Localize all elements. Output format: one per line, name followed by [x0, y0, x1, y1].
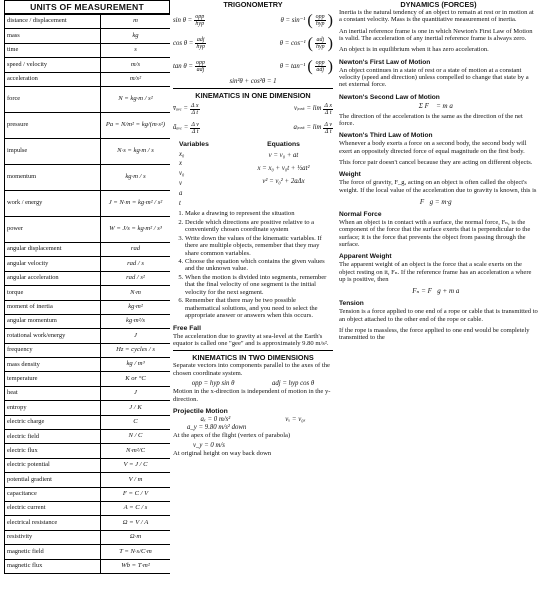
kinematics-1d-title: KINEMATICS IN ONE DIMENSION — [195, 90, 311, 100]
massless-rope-text: If the rope is massless, the force applied to one end would be completely transmitted to the — [339, 326, 530, 342]
kinematic-variable: a — [179, 189, 183, 197]
quantity-cell: impulse — [5, 138, 101, 164]
quantity-cell: resistivity — [5, 530, 101, 544]
units-row — [5, 444, 171, 458]
units-row — [5, 286, 171, 300]
kinematics-2d-title: KINEMATICS IN TWO DIMENSIONS — [192, 353, 314, 363]
unit-cell: A = C / s — [101, 501, 171, 515]
unit-cell: Wb = T·m² — [101, 559, 171, 573]
step-item: 1. Make a drawing to represent the situation — [185, 210, 333, 217]
tan-label: tan θ = — [173, 62, 194, 70]
kinematic-variable: x — [179, 160, 183, 168]
units-row — [5, 415, 171, 429]
units-row — [5, 458, 171, 472]
unit-cell: V = J / C — [101, 458, 171, 472]
unit-cell: Pa = N/m² = kg/(m·s²) — [101, 112, 171, 138]
unit-cell: T = N·s/C·m — [101, 545, 171, 559]
quantity-cell: rotational work/energy — [5, 329, 101, 343]
second-law-heading: Newton's Second Law of Motion — [339, 93, 440, 101]
dynamics-title: DYNAMICS (FORCES) — [400, 0, 477, 9]
step-item: 5. When the motion is divided into segments, remember that the final velocity of one segment is the initial velocity for the next segment. — [185, 274, 333, 296]
unit-cell: kg / m³ — [101, 358, 171, 372]
quantity-cell: electric flux — [5, 444, 101, 458]
unit-cell: N·m²/C — [101, 444, 171, 458]
quantity-cell: electrical resistance — [5, 516, 101, 530]
units-row — [5, 559, 171, 573]
quantity-cell: entropy — [5, 401, 101, 415]
kinematic-equation: v = v₀ + at — [268, 151, 299, 159]
unit-cell: W = J/s = kg·m² / s³ — [101, 216, 171, 242]
unit-cell: kg — [101, 29, 171, 43]
step-item: 2. Decide which directions are positive relative to a conveniently chosen coordinate system — [185, 219, 333, 234]
acceleration-defs: āₐᵥₑ = $\frac{\text{Δ v}}{\text{Δ t}}$ aᵢₙₛₜ = lim $\frac{\text{Δ v}}{\text{Δ t}}$ — [173, 121, 332, 135]
equilibrium-text: An object is in equilibrium when it has zero acceleration. — [339, 46, 489, 54]
quantity-cell: force — [5, 86, 101, 112]
kinematics-column — [173, 0, 333, 599]
kinematic-variable: x₀ — [179, 150, 185, 158]
unit-cell: Ω = V / A — [101, 516, 171, 530]
units-row — [5, 216, 171, 242]
quantity-cell: electric potential — [5, 458, 101, 472]
apparent-weight-text: The apparent weight of an object is the force that a scale exerts on the object resting on it, Fₙ. If the reference frame has an acceleration a where up is positive, then — [339, 261, 532, 283]
unit-cell: N·s = kg·m / s — [101, 138, 171, 164]
quantity-cell: angular momentum — [5, 314, 101, 328]
cos-label: cos θ = — [173, 39, 194, 47]
free-fall-heading: Free Fall — [173, 324, 201, 332]
trig-title: TRIGONOMETRY — [223, 0, 283, 9]
unit-cell: C — [101, 415, 171, 429]
quantity-cell: electric field — [5, 430, 101, 444]
tension-text: Tension is a force applied to one end of a rope or cable that is transmitted to an object attached to the other end of the rope or cable. — [339, 308, 538, 323]
projectile-heading: Projectile Motion — [173, 407, 228, 415]
projectile-y: a_y = 9.80 m/s² down — [187, 423, 247, 431]
unit-cell: N / C — [101, 430, 171, 444]
first-law-heading: Newton's First Law of Motion — [339, 58, 431, 66]
quantity-cell: pressure — [5, 112, 101, 138]
unit-cell: kg·m / s — [101, 164, 171, 190]
unit-cell: kg·m² — [101, 300, 171, 314]
units-row — [5, 72, 171, 86]
kinematic-equation: x = x₀ + v₀t + ½at² — [257, 164, 310, 172]
units-row — [5, 86, 171, 112]
quantity-cell: angular velocity — [5, 257, 101, 271]
quantity-cell: electric charge — [5, 415, 101, 429]
unit-cell: J — [101, 329, 171, 343]
unit-cell: kg·m²/s — [101, 314, 171, 328]
kinematic-variable: v — [179, 180, 183, 187]
quantity-cell: capacitance — [5, 487, 101, 501]
units-row — [5, 358, 171, 372]
quantity-cell: angular acceleration — [5, 271, 101, 285]
step-item: 4. Choose the equation which contains the given values and the unknown value. — [185, 258, 333, 273]
quantity-cell: time — [5, 43, 101, 57]
kinematic-variable: t — [179, 199, 181, 207]
unit-cell: Ω·m — [101, 530, 171, 544]
quantity-cell: moment of inertia — [5, 300, 101, 314]
inertial-frame-text: An inertial reference frame is one in which Newton's First Law of Motion is valid. The acceleration of any inertial reference frame is always zero. — [339, 27, 533, 42]
inertia-text: Inertia is the natural tendency of an object to remain at rest or in motion at a constant velocity. Mass is the quantitative measurement of inertia. — [339, 9, 534, 24]
quantity-cell: electric current — [5, 501, 101, 515]
units-row — [5, 271, 171, 285]
apparent-weight-formula: Fₙ = F⃗g + m a⃗ — [412, 287, 465, 296]
units-row — [5, 473, 171, 487]
quantity-cell: frequency — [5, 343, 101, 357]
units-row — [5, 401, 171, 415]
quantity-cell: work / energy — [5, 190, 101, 216]
unit-cell: m — [101, 15, 171, 29]
projectile-x: aₓ = 0 m/s² vₓ = v₀ₓ — [200, 415, 306, 423]
original-height-text: At original height on way back down — [173, 449, 272, 457]
units-title: UNITS OF MEASUREMENT — [4, 0, 170, 14]
quantity-cell: potential gradient — [5, 473, 101, 487]
sin-label: sin θ = — [173, 16, 193, 24]
quantity-cell: heat — [5, 386, 101, 400]
units-column — [4, 0, 170, 599]
quantity-cell: angular displacement — [5, 242, 101, 256]
quantity-cell: acceleration — [5, 72, 101, 86]
units-row — [5, 343, 171, 357]
sin-fraction: $\frac{\text{opp}}{\text{hyp}}$ — [195, 14, 205, 27]
quantity-cell: torque — [5, 286, 101, 300]
tan-fraction: $\frac{\text{opp}}{\text{adj}}$ — [196, 60, 206, 73]
second-law-text: The direction of the acceleration is the same as the direction of the net force. — [339, 112, 523, 127]
apparent-weight-heading: Apparent Weight — [339, 253, 392, 261]
units-row — [5, 386, 171, 400]
kinematic-variable: v₀ — [179, 170, 185, 178]
step-item: 6. Remember that there may be two possible mathematical solutions, and you need to select the appropriate answer or answers when this occurs. — [185, 297, 333, 319]
units-row — [5, 372, 171, 386]
units-row — [5, 516, 171, 530]
unit-cell: J / K — [101, 401, 171, 415]
free-fall-text: The acceleration due to gravity at sea-level at the Earth's equator is called one "gee" and is approximately 9.80 m/s². — [173, 332, 329, 347]
kinematic-variables — [173, 140, 333, 209]
weight-text: The force of gravity, F_g, acting on an object is often called the object's weight. If the local value of the acceleration due to gravity is known, this is — [339, 179, 537, 194]
tension-heading: Tension — [339, 300, 364, 308]
units-row — [5, 430, 171, 444]
third-law-note: This force pair doesn't cancel because they are acting on different objects. — [339, 158, 533, 166]
units-row — [5, 257, 171, 271]
units-row — [5, 43, 171, 57]
trig-tan-row: tan θ = $\frac{\text{opp}}{\text{adj}}$ θ = tan⁻¹ ( $\frac{\text{opp}}{\text{adj}}$ ) — [173, 57, 333, 75]
units-row — [5, 164, 171, 190]
unit-cell: J — [101, 386, 171, 400]
units-row — [5, 190, 171, 216]
step-item: 3. Write down the values of the kinematic variables. If there are multiple objects, remember that they may share common variables. — [185, 235, 333, 257]
components-text: Separate vectors into components parallel to the axes of the chosen coordinate system. — [173, 362, 330, 377]
dynamics-column — [339, 0, 538, 599]
second-law-formula: Σ F⃗ = m a⃗ — [418, 101, 459, 110]
unit-cell: J = N·m = kg·m² / s² — [101, 190, 171, 216]
unit-cell: m/s — [101, 58, 171, 72]
first-law-text: An object continues in a state of rest or a state of motion at a constant velocity (speed and direction) unless compelled to change that state by a net external force. — [339, 66, 529, 89]
units-table — [4, 14, 170, 574]
arctan-label: θ = tan⁻¹ — [279, 62, 306, 70]
quantity-cell: momentum — [5, 164, 101, 190]
units-row — [5, 242, 171, 256]
unit-cell: N = kg·m / s² — [101, 86, 171, 112]
arcsin-label: θ = sin⁻¹ — [280, 16, 306, 24]
problem-solving-steps — [173, 210, 333, 319]
variables-heading: Variables — [179, 140, 209, 148]
unit-cell: N·m — [101, 286, 171, 300]
quantity-cell: magnetic field — [5, 545, 101, 559]
units-row — [5, 545, 171, 559]
unit-cell: K or °C — [101, 372, 171, 386]
quantity-cell: mass — [5, 29, 101, 43]
pythagorean-identity: sin²θ + cos²θ = 1 — [229, 78, 277, 85]
unit-cell: F = C / V — [101, 487, 171, 501]
quantity-cell: power — [5, 216, 101, 242]
units-row — [5, 329, 171, 343]
independence-text: Motion in the x-direction is independent of motion in the y-direction. — [173, 388, 331, 403]
apex-vy: v_y = 0 m/s — [193, 442, 225, 450]
unit-cell: m/s² — [101, 72, 171, 86]
arccos-label: θ = cos⁻¹ — [279, 39, 306, 47]
quantity-cell: temperature — [5, 372, 101, 386]
trig-sin-row: sin θ = $\frac{\text{opp}}{\text{hyp}}$ θ = sin⁻¹ ( $\frac{\text{opp}}{\text{hyp}}$ ) — [173, 11, 333, 29]
units-row — [5, 138, 171, 164]
unit-cell: rad — [101, 242, 171, 256]
unit-cell: Hz = cycles / s — [101, 343, 171, 357]
units-row — [5, 15, 171, 29]
units-row — [5, 530, 171, 544]
units-row — [5, 29, 171, 43]
third-law-heading: Newton's Third Law of Motion — [339, 132, 433, 140]
unit-cell: rad / s² — [101, 271, 171, 285]
units-row — [5, 300, 171, 314]
quantity-cell: magnetic flux — [5, 559, 101, 573]
unit-cell: V / m — [101, 473, 171, 487]
unit-cell: rad / s — [101, 257, 171, 271]
quantity-cell: distance / displacement — [5, 15, 101, 29]
cos-fraction: $\frac{\text{adj}}{\text{hyp}}$ — [196, 37, 206, 50]
units-row — [5, 58, 171, 72]
component-equations: opp = hyp sin θ adj = hyp cos θ — [191, 380, 315, 388]
units-row — [5, 314, 171, 328]
trig-cos-row: cos θ = $\frac{\text{adj}}{\text{hyp}}$ θ = cos⁻¹ ( $\frac{\text{adj}}{\text{hyp}}$ ) — [173, 34, 333, 52]
normal-force-text: When an object is in contact with a surface, the normal force, Fₙ, is the component of the force that the surface exerts that is perpendicular to the surface; it is the force that prevents the object from passing through the surface. — [339, 218, 531, 248]
equations-heading: Equations — [267, 140, 300, 148]
third-law-text: Whenever a body exerts a force on a second body, the second body will exert an oppositely directed force of equal magnitude on the first body. — [339, 140, 527, 155]
quantity-cell: mass density — [5, 358, 101, 372]
unit-cell: s — [101, 43, 171, 57]
units-row — [5, 112, 171, 138]
kinematic-equation: v² = v₀² + 2aΔx — [262, 177, 305, 185]
weight-formula: F⃗g = m·g⃗ — [419, 197, 458, 206]
quantity-cell: speed / velocity — [5, 58, 101, 72]
units-row — [5, 487, 171, 501]
apex-text: At the apex of the flight (vertex of parabola) — [173, 431, 291, 439]
normal-force-heading: Normal Force — [339, 210, 382, 218]
units-row — [5, 501, 171, 515]
weight-heading: Weight — [339, 171, 361, 179]
velocity-defs: v̄ₐᵥₑ = $\frac{\text{Δ x}}{\text{Δ t}}$ vᵢₙₛₜ = lim $\frac{\text{Δ x}}{\text{Δ t}}$ — [173, 102, 332, 116]
